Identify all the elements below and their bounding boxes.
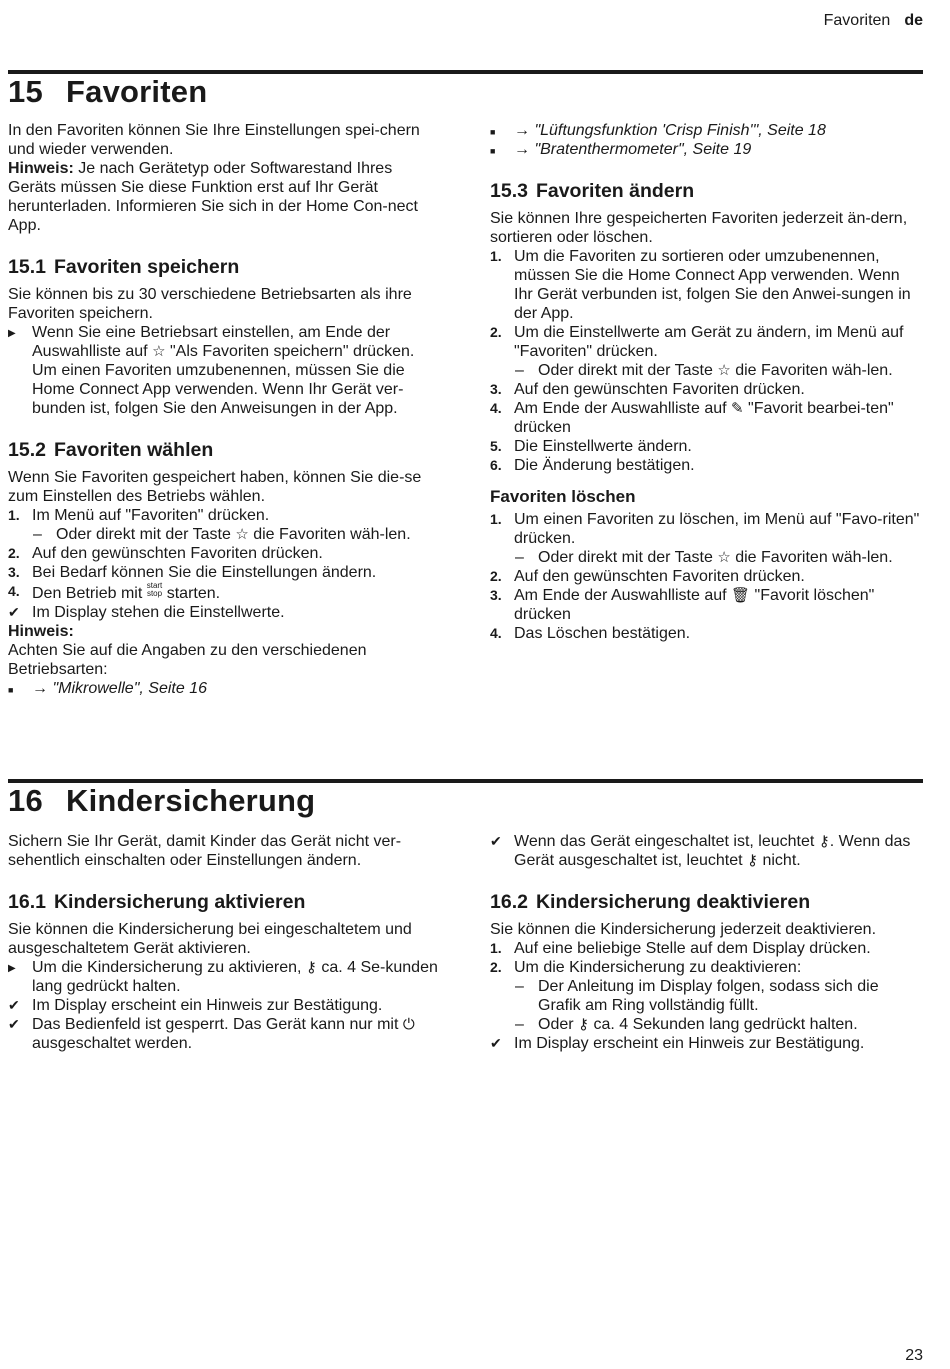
list-item: 2. Auf den gewünschten Favoriten drücken. [8,545,323,562]
subsection-intro: Wenn Sie Favoriten gespeichert haben, können Sie die-se zum Einstellen des Betriebs wählen. [8,469,422,505]
intro-text: Sichern Sie Ihr Gerät, damit Kinder das Gerät nicht ver-sehentlich einschalten oder Einstellungen ändern. [8,833,402,869]
section-title: Favoriten [66,74,208,109]
section-number: 16 [8,783,43,818]
trash-icon: 🗑 [731,587,751,604]
section-16-right-column [490,832,922,1053]
result-item: ✔ Im Display erscheint ein Hinweis zur Bestätigung. [490,1035,865,1052]
instruction-step: ▶ Um die Kindersicherung zu aktivieren, ⚷ ca. 4 Se-kunden lang gedrückt halten. [8,959,438,995]
pencil-icon: ✎ [731,400,744,417]
power-icon: ⏻ [402,1016,415,1033]
reference-link[interactable]: "Mikrowelle", Seite 16 [52,680,207,697]
list-item: 4. Das Löschen bestätigen. [490,625,691,642]
key-icon: ⚷ [818,833,830,850]
result-item: ✔ Das Bedienfeld ist gesperrt. Das Gerät kann nur mit ⏻ ausgeschaltet werden. [8,1016,415,1052]
list-item: 4. Den Betrieb mit start stop starten. [8,581,221,602]
list-item: 3. Auf den gewünschten Favoriten drücken. [490,381,805,398]
check-icon: ✔ [490,1035,502,1051]
start-stop-icon: start stop [146,581,163,598]
list-sub-item: – Der Anleitung im Display folgen, sodass sich die Grafik am Ring vollständig füllt. [515,978,879,1014]
section-15-right-column [490,121,922,643]
list-item: 3. Bei Bedarf können Sie die Einstellungen ändern. [8,564,377,581]
list-sub-item: – Oder direkt mit der Taste ☆ die Favoriten wäh-len. [515,549,893,566]
header-language: de [904,12,923,29]
list-item: 1. Um die Favoriten zu sortieren oder umzubenennen, müssen Sie die Home Connect App verwenden. Wenn Ihr Gerät verbunden ist, folgen Sie den Anwei-sungen in der App. [490,248,911,322]
result-item: ✔ Wenn das Gerät eingeschaltet ist, leuchtet ⚷. Wenn das Gerät ausgeschaltet ist, leuchtet ⚷ nicht. [490,833,911,869]
subsection-16-2-title: 16.2 Kindersicherung deaktivieren [490,891,811,913]
section-15-title [8,74,207,110]
star-icon: ☆ [717,549,731,566]
list-item: 1. Auf eine beliebige Stelle auf dem Display drücken. [490,940,871,957]
section-16-title [8,783,315,819]
key-icon: ⚷ [305,959,317,976]
hint-text: Achten Sie auf die Angaben zu den verschiedenen Betriebsarten: [8,642,367,678]
list-item: 2. Um die Kindersicherung zu deaktivieren: [490,959,802,976]
instruction-step: ▶ Wenn Sie eine Betriebsart einstellen, am Ende der Auswahlliste auf ☆ "Als Favoriten speichern" drücken. Um einen Favoriten umzubenennen, müssen Sie die Home Connect App verwenden. Wenn Ihr Gerät ver-bunden ist, folgen Sie den Anweisungen in der App. [8,324,415,417]
result-item: ✔ Im Display erscheint ein Hinweis zur Bestätigung. [8,997,383,1014]
check-icon: ✔ [8,997,20,1013]
key-icon: ⚷ [578,1016,590,1033]
list-sub-item: – Oder direkt mit der Taste ☆ die Favoriten wäh-len. [33,526,411,543]
square-bullet-icon: ■ [490,146,496,156]
reference-link[interactable]: "Bratenthermometer", Seite 19 [534,141,752,158]
list-item: 2. Um die Einstellwerte am Gerät zu ändern, im Menü auf "Favoriten" drücken. [490,324,904,360]
reference-item[interactable]: ■ → "Bratenthermometer", Seite 19 [490,140,922,159]
subsection-intro: Sie können die Kindersicherung jederzeit deaktivieren. [490,921,877,938]
subsection-16-1-title: 16.1 Kindersicherung aktivieren [8,891,306,913]
section-number: 15 [8,74,43,109]
reference-link[interactable]: "Lüftungsfunktion 'Crisp Finish'", Seite 18 [534,122,826,139]
key-icon: ⚷ [747,852,759,869]
list-sub-item: – Oder ⚷ ca. 4 Sekunden lang gedrückt halten. [515,1016,858,1033]
star-icon: ☆ [235,526,249,543]
section-15-left-column [8,121,440,698]
subsection-intro: Sie können bis zu 30 verschiedene Betriebsarten als ihre Favoriten speichern. [8,286,412,322]
intro-text: In den Favoriten können Sie Ihre Einstellungen spei-chern und wieder verwenden. [8,122,420,158]
section-title: Kindersicherung [66,783,316,818]
list-item: 2. Auf den gewünschten Favoriten drücken. [490,568,805,585]
square-bullet-icon: ■ [490,127,496,137]
triangle-bullet-icon: ▶ [8,328,16,339]
list-item: 6. Die Änderung bestätigen. [490,457,695,474]
hint-text: Je nach Gerätetyp oder Softwarestand Ihres Geräts müssen Sie diese Funktion erst auf Ihr Gerät herunterladen. Informieren Sie sich in der Home Con-nect App. [8,160,418,234]
reference-item[interactable]: ■ → "Mikrowelle", Seite 16 [8,679,440,698]
list-item: 5. Die Einstellwerte ändern. [490,438,692,455]
delete-favorites-title: Favoriten löschen [490,487,636,506]
check-icon: ✔ [8,1016,20,1032]
list-item: 1. Um einen Favoriten zu löschen, im Menü auf "Favo-riten" drücken. [490,511,920,547]
section-16-left-column [8,832,440,1053]
list-item: 4. Am Ende der Auswahlliste auf ✎ "Favorit bearbei-ten" drücken [490,400,894,436]
hint-label: Hinweis: [8,160,74,177]
list-item: 1. Im Menü auf "Favoriten" drücken. [8,507,270,524]
subsection-15-1-title: 15.1 Favoriten speichern [8,256,240,278]
list-item: 3. Am Ende der Auswahlliste auf 🗑 "Favorit löschen" drücken [490,587,875,623]
check-icon: ✔ [490,833,502,849]
step-note: Um einen Favoriten umzubenennen, müssen Sie die Home Connect App verwenden. Wenn Ihr Gerät ver-bunden ist, folgen Sie den Anweisungen in der App. [32,362,405,417]
subsection-15-2-title: 15.2 Favoriten wählen [8,439,214,461]
header-section: Favoriten [823,12,891,29]
check-icon: ✔ [8,604,20,620]
reference-item[interactable]: ■ → "Lüftungsfunktion 'Crisp Finish'", Seite 18 [490,121,922,140]
triangle-bullet-icon: ▶ [8,963,16,974]
hint-label: Hinweis: [8,623,74,640]
star-icon: ☆ [152,343,166,360]
result-item: ✔ Im Display stehen die Einstellwerte. [8,604,285,621]
hint-paragraph [8,159,440,235]
list-sub-item: – Oder direkt mit der Taste ☆ die Favoriten wäh-len. [515,362,893,379]
square-bullet-icon: ■ [8,685,14,695]
star-icon: ☆ [717,362,731,379]
subsection-intro: Sie können die Kindersicherung bei eingeschaltetem und ausgeschaltetem Gerät aktivieren. [8,921,412,957]
subsection-intro: Sie können Ihre gespeicherten Favoriten jederzeit än-dern, sortieren oder löschen. [490,210,908,246]
page-number: 23 [905,1347,923,1364]
running-header [824,12,923,30]
subsection-15-3-title: 15.3 Favoriten ändern [490,180,695,202]
